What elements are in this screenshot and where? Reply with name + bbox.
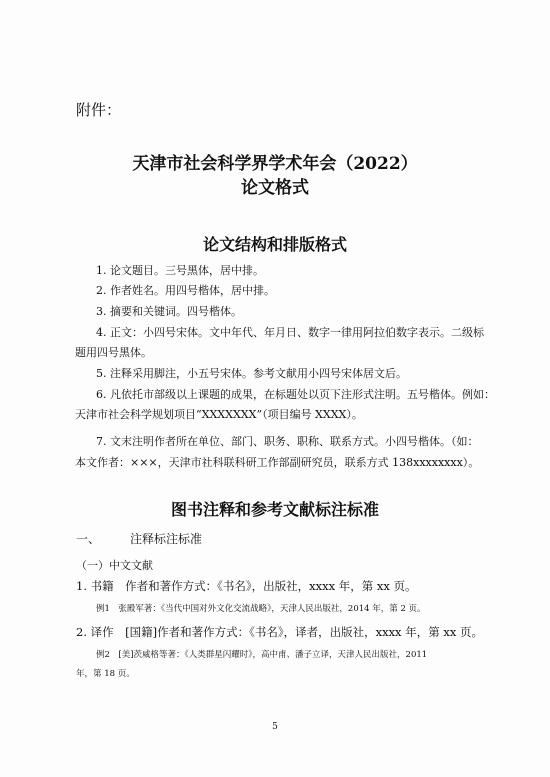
subsection-heading bbox=[76, 530, 202, 547]
format-item-4: 4. 正文：小四号宋体。文中年代、年月日、数字一律用阿拉伯数字表示。二级标 bbox=[96, 326, 484, 339]
subsubsection-heading: （一）中文文献 bbox=[76, 559, 153, 572]
citation-example-2: 例2 [美]茨威格等著：《人类群星闪耀时》，高中甫、潘子立译，天津人民出版社，2011 bbox=[96, 650, 428, 660]
format-item-7-cont: 本文作者：×××，天津市社科联科研工作部副研究员，联系方式 138xxxxxxxx）。 bbox=[75, 456, 480, 469]
format-item-2: 2. 作者姓名。用四号楷体，居中排。 bbox=[96, 284, 275, 297]
attachment-label: 附件： bbox=[76, 101, 122, 119]
citation-example-2-cont: 年，第 18 页。 bbox=[76, 669, 135, 679]
subsection-number: 一、 bbox=[76, 532, 101, 546]
format-item-3: 3. 摘要和关键词。四号楷体。 bbox=[96, 305, 242, 318]
document-title-line2: 论文格式 bbox=[241, 178, 309, 198]
format-item-1: 1. 论文题目。三号黑体，居中排。 bbox=[96, 264, 264, 277]
citation-item-book: 1. 书籍 作者和著作方式：《书名》，出版社，xxxx 年，第 xx 页。 bbox=[76, 579, 417, 593]
page-number: 5 bbox=[272, 722, 278, 732]
format-item-6: 6. 凡依托市部级以上课题的成果，在标题处以页下注形式注明。五号楷体。例如： bbox=[96, 388, 495, 401]
format-item-6-cont: 天津市社会科学规划项目“XXXXXXX”（项目编号 XXXX）。 bbox=[75, 408, 363, 421]
section-heading-structure: 论文结构和排版格式 bbox=[202, 235, 347, 254]
section-heading-citation: 图书注释和参考文献标注标准 bbox=[170, 500, 379, 519]
citation-example-1: 例1 张殿军著：《当代中国对外文化交流战略》，天津人民出版社，2014 年，第 2 页。 bbox=[96, 604, 426, 614]
format-item-4-cont: 题用四号黑体。 bbox=[75, 346, 152, 359]
document-title-line1: 天津市社会科学界学术年会（2022） bbox=[132, 154, 418, 174]
format-item-5: 5. 注释采用脚注，小五号宋体。参考文献用小四号宋体居文后。 bbox=[96, 367, 407, 380]
format-item-7: 7. 文末注明作者所在单位、部门、职务、职称、联系方式。小四号楷体。（如： bbox=[96, 435, 479, 448]
subsection-label: 注释标注标准 bbox=[130, 532, 203, 546]
citation-item-translation: 2. 译作 [国籍]作者和著作方式：《书名》，译者，出版社，xxxx 年，第 xx 页。 bbox=[76, 625, 483, 639]
